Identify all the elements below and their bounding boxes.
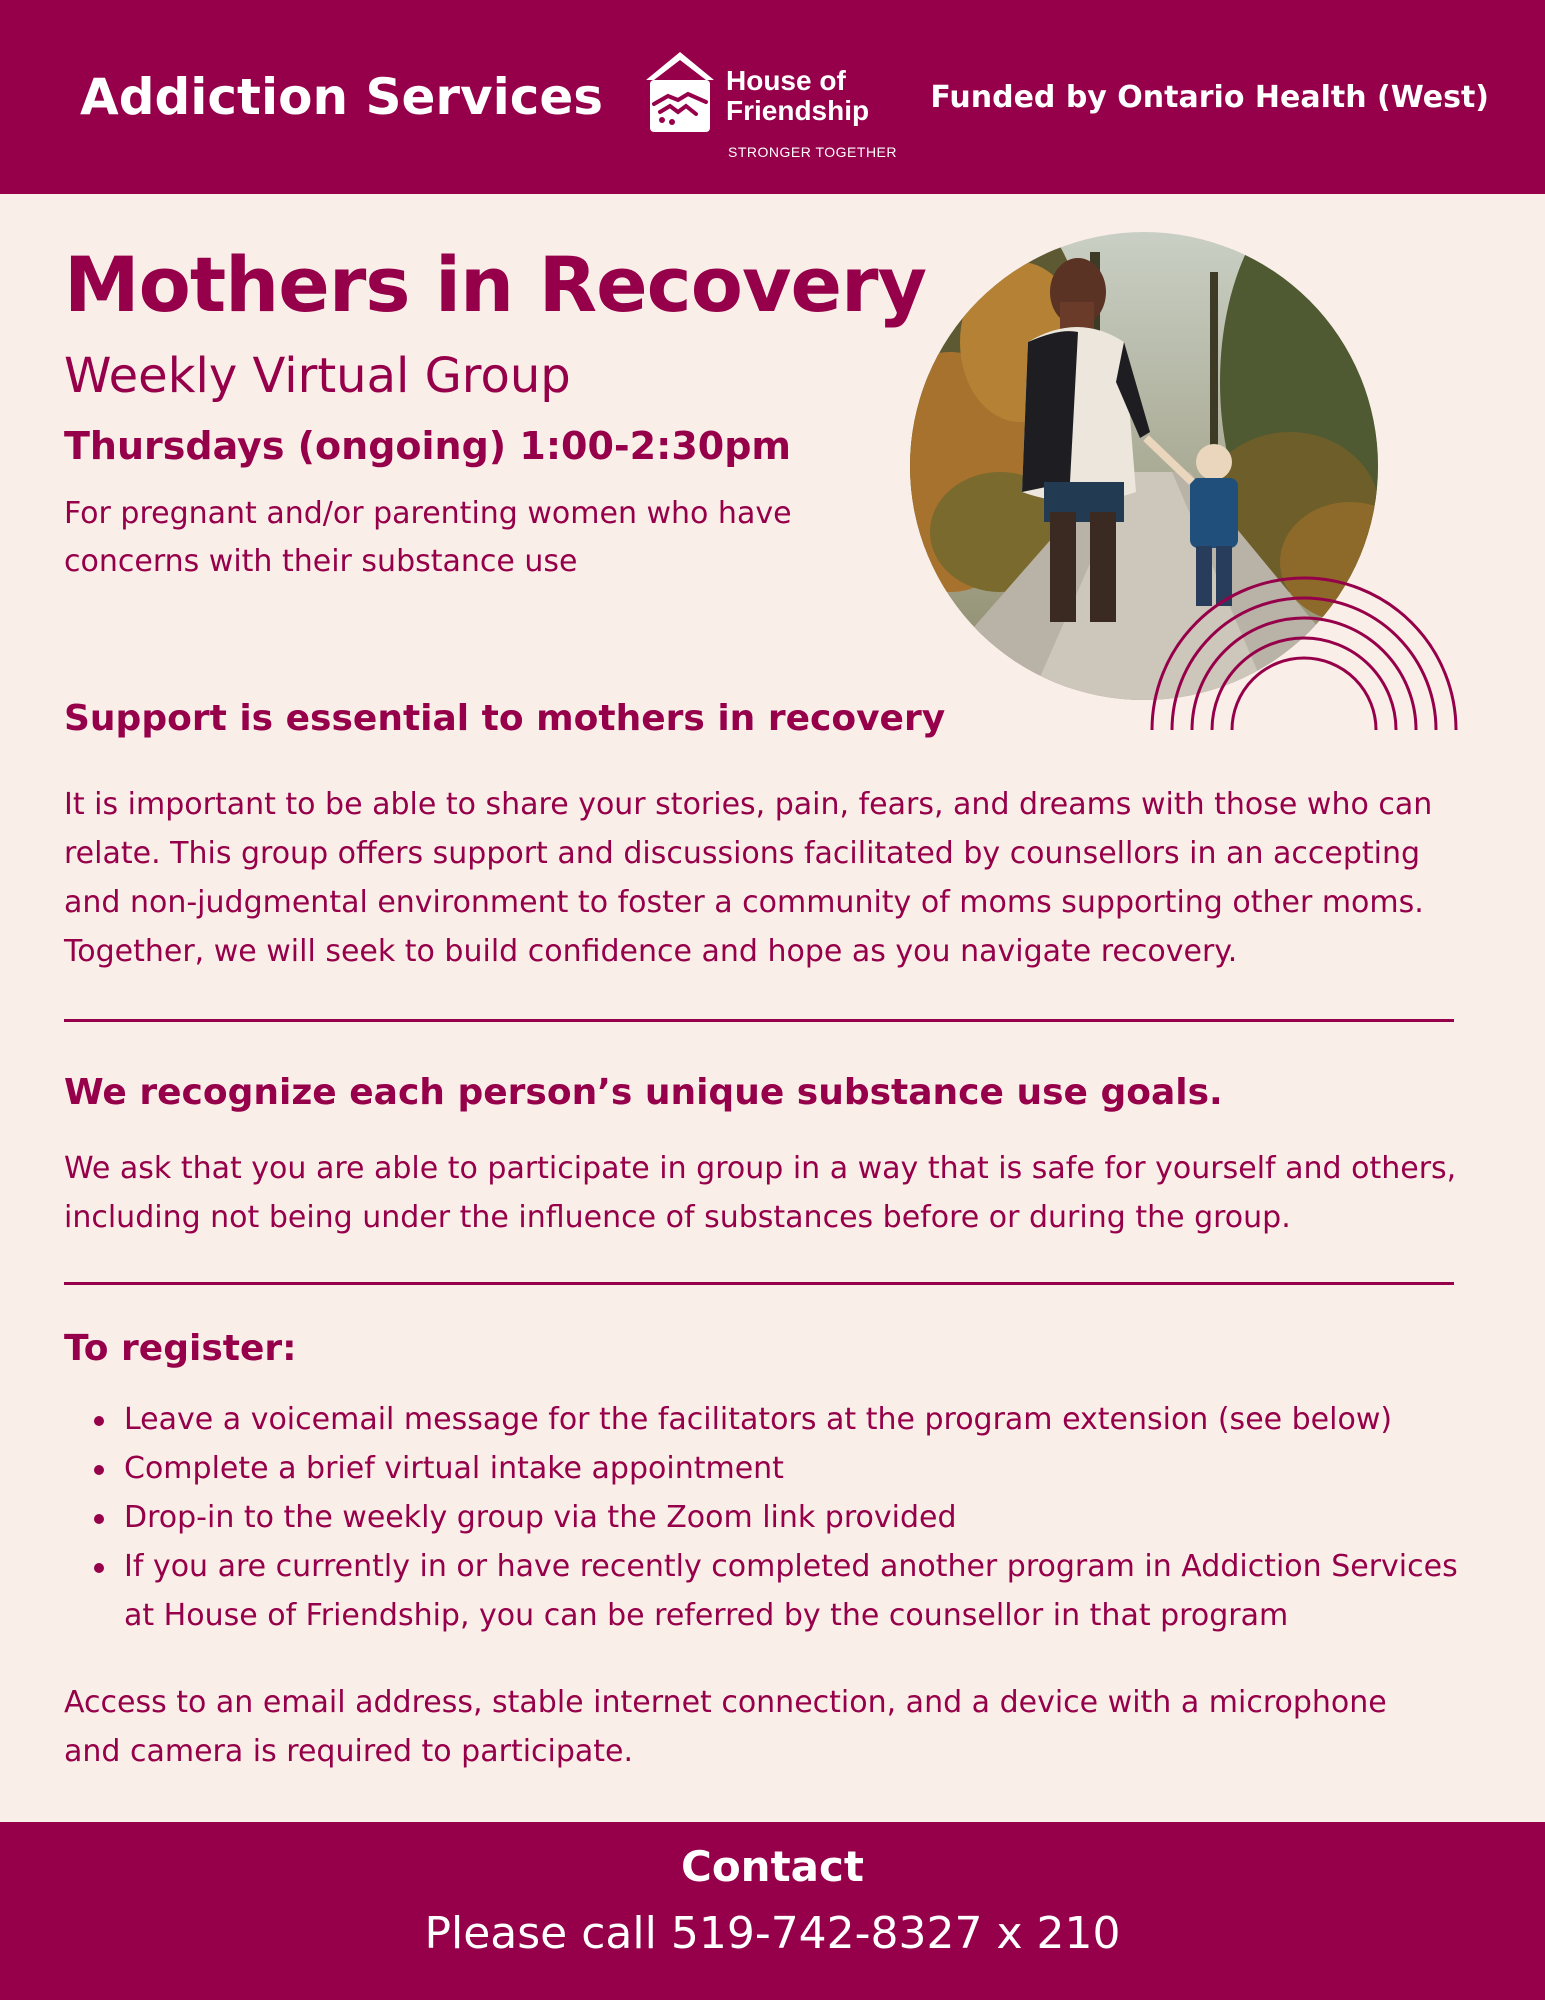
list-item: If you are currently in or have recently completed another program in Addiction Services at House of Friendship, you can be referred by the counsellor in that program: [64, 1542, 1484, 1640]
funded-by: Funded by Ontario Health (West): [930, 80, 1489, 115]
list-item: Drop-in to the weekly group via the Zoom link provided: [64, 1493, 1484, 1542]
logo-name-line1: House of: [726, 65, 846, 96]
support-body: It is important to be able to share your stories, pain, fears, and dreams with those who can relate. This group offers support and discussions facilitated by counsellors in an accepting and non-judgmental environment to foster a community of moms supporting other moms. Together, we will seek to build confidence and hope as you navigate recovery.: [64, 787, 1433, 969]
audience-description: For pregnant and/or parenting women who have concerns with their substance use: [64, 496, 792, 579]
support-heading: Support is essential to mothers in recovery: [64, 698, 946, 739]
header-banner: [0, 0, 1545, 194]
page-title: Mothers in Recovery: [64, 240, 927, 329]
house-handshake-icon: [638, 44, 722, 136]
contact-phone[interactable]: Please call 519-742-8327 x 210: [424, 1908, 1121, 1959]
rainbow-decoration: [1142, 568, 1466, 734]
list-item: Complete a brief virtual intake appointment: [64, 1444, 1484, 1493]
goals-heading: We recognize each person’s unique substance use goals.: [64, 1072, 1223, 1113]
requirements: Access to an email address, stable internet connection, and a device with a microphone and camera is required to participate.: [64, 1685, 1387, 1769]
register-heading: To register:: [64, 1328, 297, 1369]
list-item: Leave a voicemail message for the facilitators at the program extension (see below): [64, 1395, 1484, 1444]
register-steps: [64, 1395, 1484, 1640]
schedule: Thursdays (ongoing) 1:00-2:30pm: [64, 424, 791, 468]
divider: [64, 1282, 1454, 1285]
logo-name-line2: Friendship: [726, 95, 870, 126]
goals-body: We ask that you are able to participate in group in a way that is safe for yourself and others, including not being under the influence of substances before or during the group.: [64, 1151, 1457, 1235]
service-title: Addiction Services: [80, 68, 604, 126]
contact-heading: Contact: [681, 1842, 864, 1891]
logo-tagline: STRONGER TOGETHER: [728, 144, 898, 160]
contact-footer: [0, 1822, 1545, 2000]
divider: [64, 1019, 1454, 1022]
logo-name: [726, 66, 869, 126]
house-of-friendship-logo: [638, 44, 918, 164]
page-subtitle: Weekly Virtual Group: [64, 348, 571, 404]
